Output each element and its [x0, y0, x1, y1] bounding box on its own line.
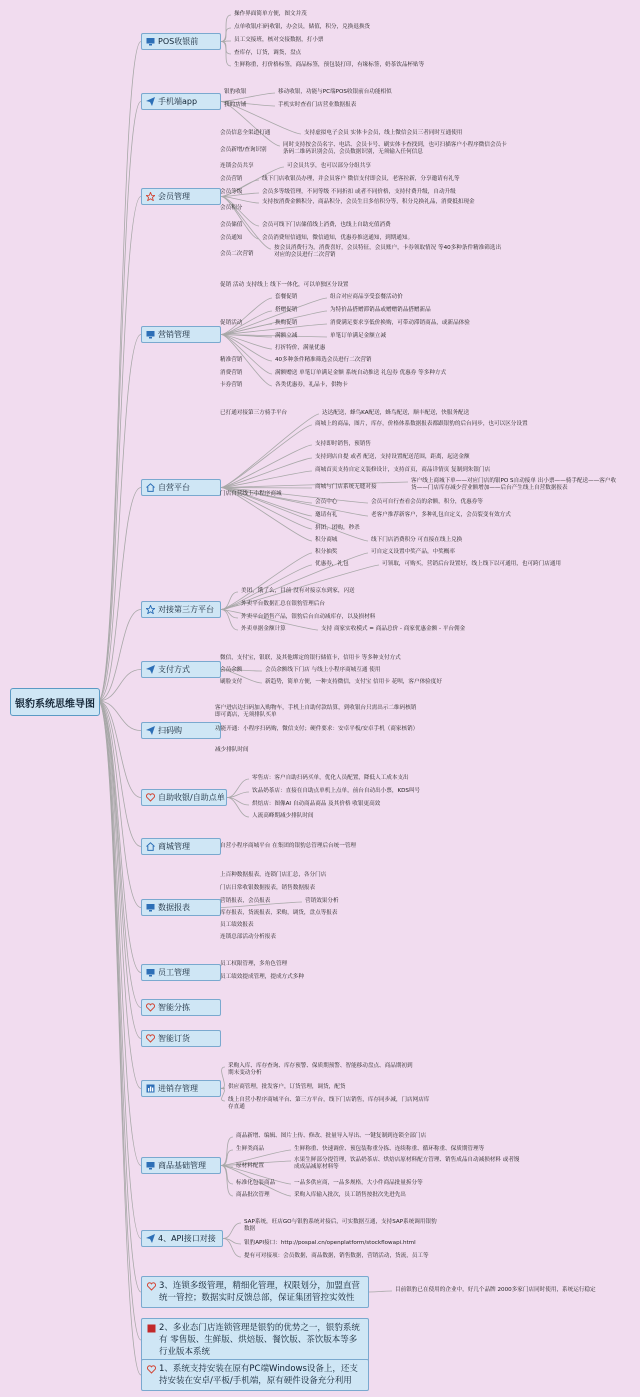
root-connector [98, 102, 141, 702]
leaf-connector [221, 1137, 233, 1166]
root-node: 银豹系统思维导图 [10, 688, 100, 716]
leaf: 老客户推荐新客户，多种礼包自定义，会员裂变有效方式 [371, 512, 511, 518]
bars-icon [146, 1084, 155, 1093]
leaf: 外卖单据金额计算 [241, 626, 286, 632]
leaf: 促销 活动 支持线上 线下一体化，可以单独区分设置 [220, 282, 349, 288]
heart-icon [147, 1282, 156, 1291]
monitor-icon [146, 37, 155, 46]
heart-icon [147, 1365, 156, 1374]
leaf: 会员营销 [220, 176, 243, 182]
leaf: 达达配送，蜂鸟KA配送，蜂鸟配送，顺丰配送，快服务配送 [322, 410, 470, 416]
heart-icon [146, 1034, 155, 1043]
branch-mall-management: 商城管理 [141, 838, 221, 855]
root-connector [98, 335, 141, 702]
leaf: 邀请有礼 [315, 512, 338, 518]
branch-reports: 数据报表 [141, 899, 221, 916]
leaf: 微信，支付宝，银联，及其他绑定的银行储值卡，信用卡 等多种支付方式 [220, 655, 401, 661]
leaf: 会员通知 [220, 235, 243, 241]
leaf: 组合对应商品享受套餐活动价 [330, 294, 403, 300]
leaf: 消费满足要求享低价换购，可带动滞销商品，或新品体验 [330, 320, 470, 326]
leaf: 为特价品搭赠滞销品或赠赠销品搭赠新品 [330, 307, 431, 313]
leaf: 饮品奶茶店：直接在自助点单机上点单，前台自动出小票，KDS叫号 [252, 788, 421, 794]
branch-mobile-app: 手机端app [141, 93, 221, 110]
star-icon [146, 605, 155, 614]
leaf: 商城首页支持自定义装修设计，支持首页，商品详情页 复制到朱银门店 [315, 467, 491, 473]
leaf-connector [223, 1223, 241, 1239]
leaf-connector [221, 488, 312, 489]
leaf: 外卖平台销售产品，银豹后台自动减库存，以及损材料 [241, 614, 376, 620]
root-connector [98, 701, 141, 1166]
branch-self-checkout: 自助收银/自助点单 [141, 789, 227, 806]
leaf: 单笔订单满足金额立减 [330, 333, 386, 339]
leaf: 会员消费短信通知，微信通知，优惠券推送通知，到期通知。 [262, 235, 414, 241]
leaf: 零售店：客户自助扫码买单，优化人员配置，降低人工成本支出 [252, 775, 409, 781]
leaf: 消费营销 [220, 370, 243, 376]
leaf: SAP系统，旺店GO与银豹系统对接后，可实数据互通，支持SAP系统调用银豹数据 [244, 1219, 437, 1233]
heart-icon [146, 793, 155, 802]
leaf: 客户线上商城下单——对应门店的银PO S自动接单 出小票——骑手配送——客户收货——门店库存减少营业额增加——后台产生线上自营数据报表 [411, 478, 617, 492]
leaf: 卡券营销 [220, 382, 243, 388]
branch-marketing: 营销管理 [141, 326, 221, 343]
heart-icon [146, 1003, 155, 1012]
leaf: 会员可自行查看会员的余额，积分，优惠券等 [371, 499, 483, 505]
leaf: 目前银豹已在使用的企业中，好几个品牌 2000多家门店同时使用，系统运行稳定 [395, 1287, 596, 1293]
branch-pos: POS收银前 [141, 33, 221, 50]
leaf-connector [221, 445, 312, 488]
leaf: 营销报表，会员报表 [220, 898, 271, 904]
leaf: 按会员消费行为，消费喜好，会员特征，会员账户，卡券领取情况 等40多种条件精准筛选出对应的会员进行二次营销 [274, 245, 502, 259]
leaf-connector [221, 610, 238, 631]
leaf: 门店日常收银数据报表，销售数据报表 [220, 885, 316, 891]
leaf: 打折特价，满量优惠 [275, 345, 326, 351]
leaf: 积分抽奖 [315, 549, 338, 555]
leaf: 会员积分 [220, 205, 243, 211]
leaf: 同时支持按会员名字、电话、会员卡号、刷实体卡查找到，也可扫描客户小程序微信会员卡条码二维码识别会员，会员数据识别，无须输入任何信息 [283, 142, 507, 156]
leaf: 会员信息全渠道打通 [220, 130, 271, 136]
monitor-icon [146, 1161, 155, 1170]
leaf: 营销效果分析 [305, 898, 339, 904]
leaf: 连锁会员共享 [220, 163, 254, 169]
root-connector [98, 701, 141, 1239]
leaf: 会员可线下门店储值线上消费，也线上自助充值消费 [262, 222, 391, 228]
branch-smart-sorting: 智能分拣 [141, 999, 221, 1016]
leaf: 换购促销 [275, 320, 298, 326]
monitor-icon [146, 330, 155, 339]
leaf: 采购入库、库存查询、库存预警、保质期预警、智能移动盘点、商品期初到期末变动分析 [228, 1063, 413, 1077]
root-connector [98, 701, 141, 908]
home-icon [146, 483, 155, 492]
leaf: 线下门店收银员办理，并会员客户 微信支付即会员，老客拉新，分享邀请有礼等 [262, 176, 460, 182]
leaf: 精准营销 [220, 357, 243, 363]
leaf-connector [221, 1089, 225, 1102]
leaf: 会员储值 [220, 222, 243, 228]
monitor-icon [146, 903, 155, 912]
leaf: 会员二次营销 [220, 251, 254, 257]
leaf: 手机实时查看门店营业数据报表 [278, 102, 357, 108]
leaf: 员工交接班，核对交接数据，打小票 [234, 37, 324, 43]
leaf: 支持按消费金额积分，商品积分，会员生日多倍积分等，积分兑换礼品，消费抵扣现金 [262, 199, 475, 205]
leaf: 满额赠送 单笔订单满足金额 系统自动推送 礼包券 优惠券 等多种方式 [275, 370, 447, 376]
leaf-connector [221, 425, 312, 488]
leaf: 提有可对接项：会员数据，商品数据，销售数据，营销活动，货流，员工等 [244, 1253, 429, 1259]
leaf: 生鲜称重、快速调价、预包装称重分拣、连续称重、循环称重、保质期管理等 [294, 1146, 485, 1152]
branch-api: 4、API接口对接 [141, 1230, 223, 1247]
leaf: 促销活动 [220, 320, 243, 326]
leaf: 支持 商家实收模式 = 商品总价 - 商家优惠金额 - 平台佣金 [321, 626, 466, 632]
leaf: 员工绩效报表 [220, 922, 254, 928]
leaf: 员工绩效提成管理，提成方式多种 [220, 974, 304, 980]
branch-multi-format: 2、多业态门店连锁管理是银豹的优势之一，银豹系统有 零售版、生鲜版、烘焙版、餐饮版、茶饮版本等多行业版本系统 [141, 1318, 369, 1362]
leaf: 积分商城 [315, 537, 338, 543]
leaf: 我的店铺 [224, 102, 247, 108]
leaf: 客户进店边扫码加入购物车，手机上自助付款结算，到收银台只需出示二维码核销即可离店，无须排队买单 [215, 705, 417, 719]
leaf-connector [221, 1166, 233, 1197]
leaf: 会员中心 [315, 499, 338, 505]
leaf: 支持即时销售，预销售 [315, 441, 371, 447]
leaf: 美团，饿了么，目前 没有对接京东到家，闪送 [241, 588, 355, 594]
leaf: 移动收银，功能与PC端POS收银前台功能相似 [278, 89, 392, 95]
leaf: 拼团，团购，秒杀 [315, 525, 360, 531]
leaf: 功能开通：小程序扫码购，微信支付；硬件要求：安卓平板/安卓手机（商家核销） [215, 726, 419, 732]
leaf: 可自定义设置中奖产品，中奖概率 [371, 549, 455, 555]
leaf: 商品新增、编辑、图片上传、修改、批量导入导出、一键复制到连锁全部门店 [236, 1133, 427, 1139]
send-icon [146, 726, 155, 735]
leaf: 减少排队时间 [215, 747, 249, 753]
branch-staff: 员工管理 [141, 964, 221, 981]
leaf: 点单收银/扫码收银，办会员，储值，积分，兑换退换货 [234, 24, 371, 30]
leaf: 员工权限管理，多角色管理 [220, 961, 288, 967]
root-connector [98, 42, 141, 702]
leaf: 商城上的商品，图片，库存，价格体系数据报表都跟银豹的后台同步，也可以区分设置 [315, 421, 528, 427]
branch-scan-buy: 扫码购 [141, 722, 221, 739]
branch-payment: 支付方式 [141, 661, 221, 678]
leaf: 会员多等级管理，不同等级 不同折扣 或者不同价格，支持付费升级，自动升级 [262, 189, 456, 195]
leaf: 生鲜称重，打价格标签，商品标签，预包装打印，有缘标签，奶茶饮品杯贴等 [234, 62, 425, 68]
send-icon [146, 97, 155, 106]
leaf: 线上自营小程序商城平台、第三方平台，线下门店销售，库存同步减，门店网店库存直通 [228, 1097, 430, 1111]
branch-third-party: 对接第三方平台 [141, 601, 221, 618]
star-icon [146, 192, 155, 201]
leaf: 会员新增/查询识别 [220, 147, 267, 153]
leaf: 优惠券，礼包 [315, 561, 349, 567]
leaf: 套餐促销 [275, 294, 298, 300]
root-connector [98, 701, 141, 1340]
leaf: 可会员共享，也可以部分分组共享 [287, 163, 371, 169]
leaf: 库存报表，货流报表，采购，调货，盘点等报表 [220, 910, 338, 916]
leaf: 水果生鲜部分提管理，饮品奶茶店、烘焙店原材料配方管理、销售成品自动减损材料 或者馒成成品减原材料等 [294, 1157, 520, 1171]
leaf: 商品批次管理 [236, 1192, 270, 1198]
send-icon [146, 1234, 155, 1243]
branch-smart-ordering: 智能订货 [141, 1030, 221, 1047]
leaf: 原材料配置 [236, 1163, 264, 1169]
branch-chain-management: 3、连锁多级管理，精细化管理，权限划分，加盟直营统一管控；数据实时反馈总部，保证集团管控实效性 [141, 1276, 369, 1308]
leaf: 新趋势，简单方便，一种支持微信，支付宝 信用卡 花呗，客户体验度好 [265, 679, 442, 685]
leaf: 操作界面简单方便，图文并茂 [234, 11, 307, 17]
leaf: 商城与门店系统无缝对接 [315, 484, 377, 490]
home-icon [146, 842, 155, 851]
leaf: 刷脸支付 [220, 679, 243, 685]
leaf: 人流高峰期减少排队时间 [252, 813, 314, 819]
leaf: 连锁总部活动分析报表 [220, 934, 276, 940]
leaf: 已打通对接第三方骑手平台 [220, 410, 288, 416]
leaf: 烘焙店：图像AI 自动商品商品 及其价格 收银更高效 [252, 801, 381, 807]
leaf: 搭赠促销 [275, 307, 298, 313]
leaf: 支持到店自提 或者 配送，支持设置配送范围，距离，起送金额 [315, 454, 470, 460]
leaf: 上百种数据报表，连锁门店汇总，各分门店 [220, 872, 327, 878]
branch-inventory: 进销存管理 [141, 1080, 221, 1097]
leaf: 各类优惠券，礼品卡，供物卡 [275, 382, 348, 388]
branch-hardware: 1、系统支持安装在原有PC端Windows设备上，还支持安装在安卓/平板/手机端，原有硬件设备充分利用 [141, 1359, 369, 1391]
branch-member: 会员管理 [141, 188, 221, 205]
leaf: 标准化包装商品 [236, 1180, 276, 1186]
leaf: 银豹API接口：http://pospal.cn/openplatform/stockflowapi.html [244, 1240, 416, 1246]
leaf: 查库存，订货，调货，盘点 [234, 50, 302, 56]
leaf: 支持虚拟电子会员 实体卡会员，线上微信会员三者同时互通使用 [304, 130, 463, 136]
leaf: 会员余额线下门店 与线上小程序商城互通 使用 [265, 667, 381, 673]
monitor-icon [146, 968, 155, 977]
leaf: 可领取，可购买，营销后台设置好，线上线下以可通用，也可跨门店通用 [382, 561, 562, 567]
root-connector [98, 197, 141, 702]
leaf: 会员等级 [220, 189, 243, 195]
leaf: 一品多供应商，一品多规格，大小件商品批量拆分等 [294, 1180, 423, 1186]
leaf: 外卖平台数据汇总在银豹管理后台 [241, 601, 325, 607]
leaf: 门店自营线上小程序商城 [220, 491, 282, 497]
leaf: 满额立减 [275, 333, 298, 339]
bars-icon [147, 1324, 156, 1333]
send-icon [146, 665, 155, 674]
leaf: 会员余额 [220, 667, 243, 673]
leaf-connector [369, 1291, 392, 1292]
leaf: 40多种条件精准筛选会员进行二次营销 [275, 357, 372, 363]
leaf-connector [227, 798, 249, 818]
branch-product-basics: 商品基础管理 [141, 1157, 221, 1174]
leaf: 生鲜类商品 [236, 1146, 264, 1152]
leaf-connector [221, 335, 327, 338]
branch-self-platform: 自营平台 [141, 479, 221, 496]
leaf: 银豹收银 [224, 89, 247, 95]
leaf-connector [221, 1067, 225, 1089]
leaf: 自营小程序商城平台 在集团的银豹总管理后台统一管理 [220, 843, 357, 849]
leaf: 线下门店消费积分 可直接在线上兑换 [371, 537, 463, 543]
leaf-connector [221, 414, 319, 488]
leaf: 采购入库输入批次，员工销售按批次先进先出 [294, 1192, 406, 1198]
leaf-connector [221, 335, 272, 375]
leaf: 供应商管理，批发客户，订货管理，调货，配货 [228, 1084, 346, 1090]
